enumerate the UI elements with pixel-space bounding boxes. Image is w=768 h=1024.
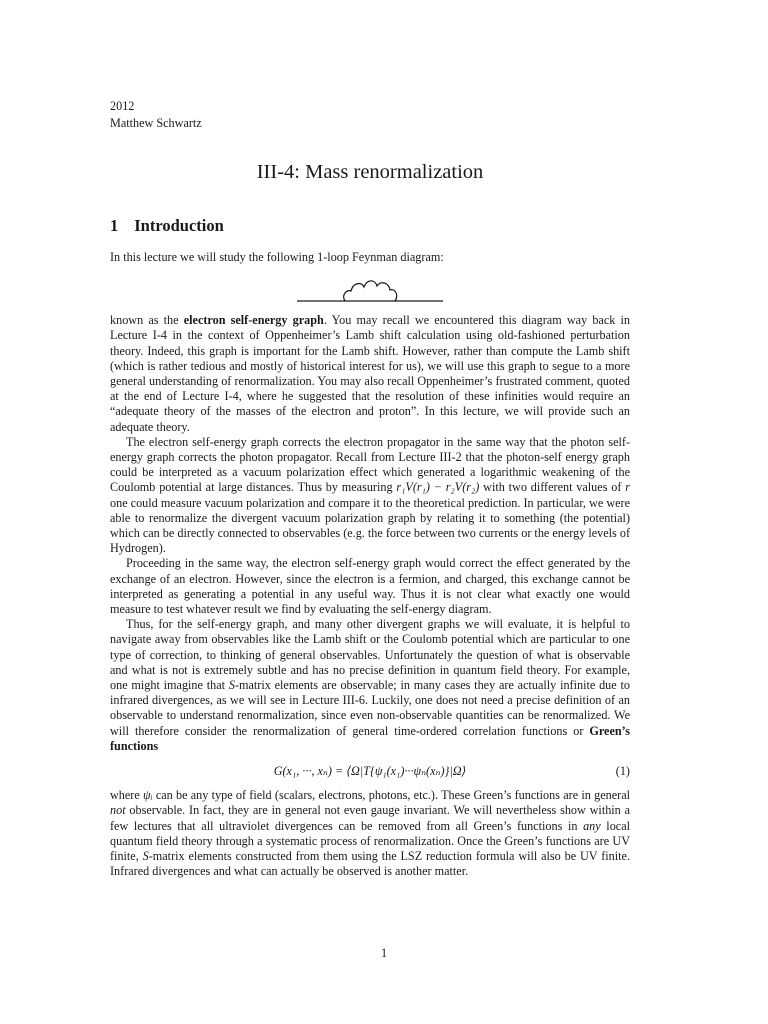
paragraph-1	[110, 313, 630, 435]
feynman-self-energy-diagram	[295, 273, 445, 307]
p1-text-b: . You may recall we encountered this diagram way back in Lecture I-4 in the context of Oppenheimer’s Lamb shift calculation using old-fashioned perturbation theory. Indeed, this graph is important for the Lamb shift. However, rather than compute the Lamb shift (which is rather tedious and mostly of historical interest for us), we will use this graph to segue to a more general understanding of renormalization. You may also recall Oppenheimer’s frustrated comment, quoted at the end of Lecture I-4, where he suggested that the resolution of these infinities would require an “adequate theory of the masses of the electron and proton”. In this lecture, we will provide such an adequate theory.	[110, 313, 630, 434]
paragraph-4	[110, 617, 630, 754]
section-title: Introduction	[134, 216, 224, 235]
p2-text-c: one could measure vacuum polarization and compare it to the theoretical prediction. In particular, we were able to renormalize the divergent vacuum polarization graph by relating it to something (the potential) which can be directly connected to observables (e.g. the force between two currents or the energy levels of Hydrogen).	[110, 495, 630, 556]
p2-text-a: The electron self-energy graph corrects the electron propagator in the same way that the photon self-energy graph corrects the photon propagator. Recall from Lecture III-2 that the photon-self energy graph could be interpreted as a vacuum polarization effect which generated a logarithmic weakening of the Coulomb potential at large distances. Thus by measuring	[110, 434, 630, 495]
paragraph-intro: In this lecture we will study the following 1-loop Feynman diagram:	[110, 250, 444, 264]
paper-title: III-4: Mass renormalization	[256, 161, 484, 183]
section-heading	[110, 216, 630, 236]
p2-var-r: r	[625, 480, 630, 495]
p5-emph-not: not	[110, 803, 126, 818]
p2-math: r₁V(r₁) − r₂V(r₂)	[396, 480, 480, 495]
p4-bold-term: Green’s functions	[110, 723, 630, 753]
header-year: 2012	[110, 99, 135, 113]
paper-page	[110, 98, 630, 879]
paragraph-5	[110, 788, 630, 879]
p1-bold-term: electron self-energy graph	[183, 313, 324, 328]
equation-body: G(x₁, ···, xₙ) = ⟨Ω|T{ψ₁(x₁)···ψₙ(xₙ)}|Ω⟩	[273, 763, 467, 778]
p2-text-b: with two different values of	[479, 480, 626, 495]
photon-loop	[344, 281, 397, 301]
p4-text-a: Thus, for the self-energy graph, and many other divergent graphs we will evaluate, it is helpful to navigate away from observables like the Lamb shift or the Coulomb potential which are particular to one type of correction, to thinking of general observables. Unfortunately the question of what is observable and what is not is extremely subtle and has no precise definition in quantum field theory. For example, one might imagine that	[110, 617, 630, 693]
p5-text-a: where	[110, 788, 144, 803]
equation-1	[110, 756, 630, 786]
p5-text-c: observable. In fact, they are in general not even gauge invariant. We will nevertheless show within a few lectures that all ultraviolet divergences can be removed from all Green’s functions in	[110, 803, 630, 833]
p4-text-b: -matrix elements are observable; in many cases they are actually infinite due to infrared divergences, as we will see in Lecture III-6. Luckily, one does not need a precise definition of an observable to understand renormalization, since even non-observable quantities can be renormalized. We will therefore consider the renormalization of general time-ordered correlation functions or	[110, 678, 630, 738]
p5-text-e: -matrix elements constructed from them using the LSZ reduction formula will also be UV finite. Infrared divergences and what can actually be observed is another matter.	[110, 848, 630, 879]
p1-text-a: known as the	[110, 313, 184, 328]
p5-var-s: S	[142, 848, 149, 863]
paragraph-2	[110, 435, 630, 557]
p5-text-d: local quantum field theory through a systematic process of renormalization. Once the Green’s functions are UV finite,	[110, 818, 630, 863]
page-number: 1	[380, 946, 388, 960]
paragraph-3: Proceeding in the same way, the electron self-energy graph would correct the effect generated by the exchange of an electron. However, since the electron is a fermion, and charged, this exchange cannot be interpreted as generating a potential in any useful way. Thus it is not clear what exactly one would measure to test whatever result we find by evaluating the self-energy diagram.	[110, 556, 630, 617]
header-author: Matthew Schwartz	[110, 116, 202, 130]
p4-var-s: S	[228, 678, 235, 693]
equation-number: (1)	[615, 763, 630, 778]
section-number: 1	[110, 216, 119, 235]
header-block	[110, 98, 630, 132]
p5-var-psi: ψᵢ	[143, 788, 153, 803]
p5-text-b: can be any type of field (scalars, electrons, photons, etc.). These Green’s functions are in general	[152, 788, 630, 803]
p5-emph-any: any	[583, 818, 601, 833]
